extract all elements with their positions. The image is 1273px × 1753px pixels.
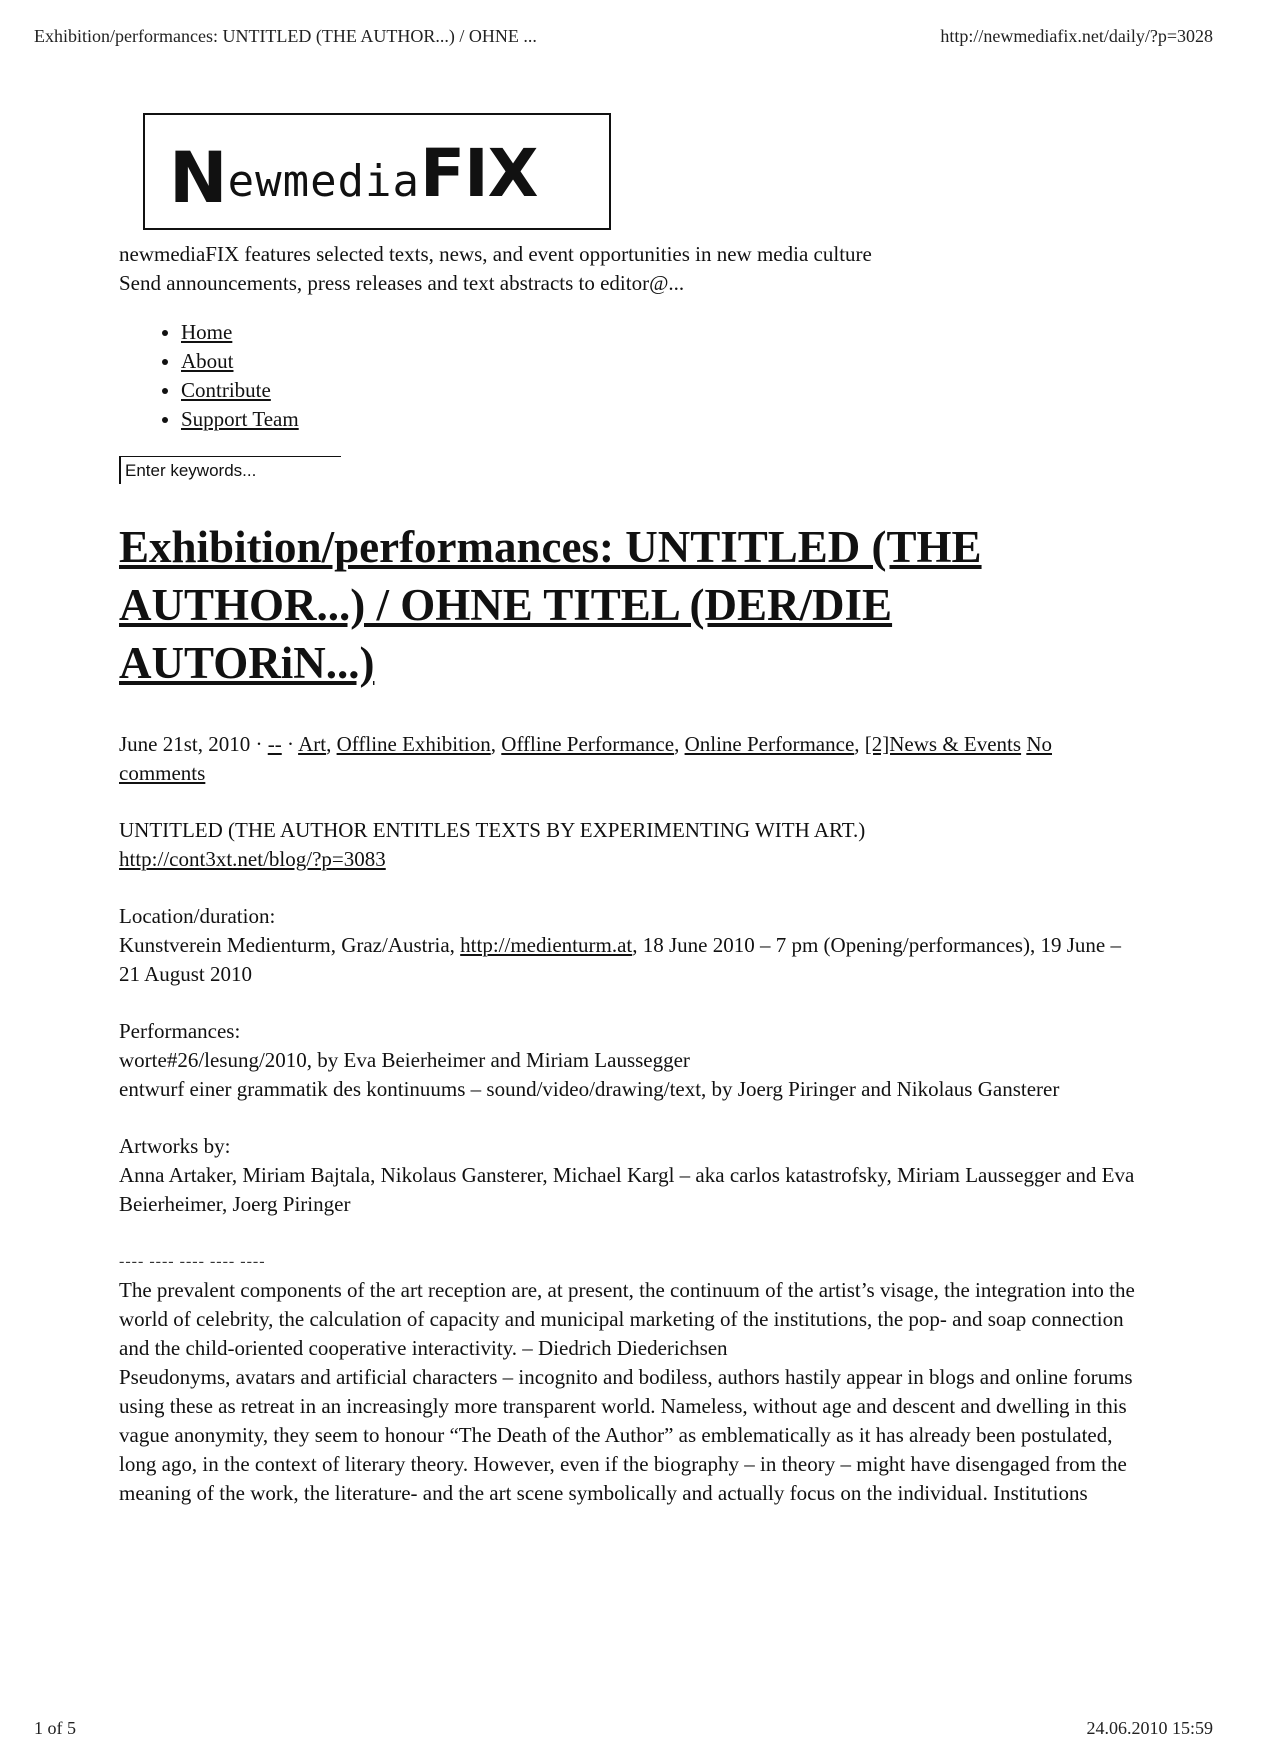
- author-link[interactable]: --: [267, 732, 282, 756]
- nav-link-home[interactable]: Home: [181, 320, 233, 344]
- performances-block: [119, 1017, 1139, 1104]
- nav-item-contribute: [181, 376, 1139, 405]
- logo-wordmark: [169, 135, 538, 219]
- article-meta: June 21st, 2010 · -- · Art, Offline Exhibition, Offline Performance, Online Performance, [2]News & Events No comments: [119, 732, 1052, 785]
- artworks-label: Artworks by:: [119, 1134, 231, 1158]
- location-label: Location/duration:: [119, 904, 276, 928]
- performance-line-2: entwurf einer grammatik des kontinuums – sound/video/drawing/text, by Joerg Piringer and Nikolaus Gansterer: [119, 1077, 1060, 1101]
- article-subtitle: UNTITLED (THE AUTHOR ENTITLES TEXTS BY EXPERIMENTING WITH ART.): [119, 818, 866, 842]
- performance-line-1: worte#26/lesung/2010, by Eva Beierheimer and Miriam Laussegger: [119, 1048, 690, 1072]
- performances-label: Performances:: [119, 1019, 241, 1043]
- category-link-offline-exhibition[interactable]: Offline Exhibition: [336, 732, 491, 756]
- tagline-line-1: newmediaFIX features selected texts, news, and event opportunities in new media culture: [119, 242, 872, 266]
- nav-item-about: [181, 347, 1139, 376]
- body-paragraph: Pseudonyms, avatars and artificial characters – incognito and bodiless, authors hastily appear in blogs and online forums using these as retreat in an increasingly more transparent world. Nameless, without age and descent and dwelling in this vague anonymity, they seem to honour “The Death of the Author” as emblematically as it has already been postulated, long ago, in the context of literary theory. However, even if the biography – in theory – might have disengaged from the meaning of the work, the literature- and the art scene symbolically and actually focus on the individual. Institutions: [119, 1365, 1133, 1505]
- quote-paragraph: The prevalent components of the art reception are, at present, the continuum of the artist’s visage, the integration into the world of celebrity, the calculation of capacity and municipal marketing of the institutions, the pop- and soap connection and the child-oriented cooperative interactivity. – Diedrich Diederichsen: [119, 1278, 1135, 1360]
- comments-link[interactable]: No comments: [119, 732, 1052, 785]
- location-text: Kunstverein Medienturm, Graz/Austria, http://medienturm.at, 18 June 2010 – 7 pm (Opening/performances), 19 June – 21 August 2010: [119, 933, 1121, 986]
- site-logo[interactable]: [143, 113, 611, 230]
- article-subtitle-block: [119, 816, 1139, 874]
- print-footer-timestamp: 24.06.2010 15:59: [1086, 1718, 1213, 1738]
- main-nav: [119, 318, 1139, 434]
- nav-link-about[interactable]: About: [181, 349, 234, 373]
- nav-item-home: [181, 318, 1139, 347]
- location-block: [119, 902, 1139, 989]
- meta-separator: ·: [250, 732, 268, 756]
- venue-link[interactable]: http://medienturm.at: [460, 933, 633, 957]
- logo-fix-text: FIX: [420, 134, 538, 212]
- print-footer-page-count: 1 of 5: [34, 1718, 76, 1738]
- nav-link-support-team[interactable]: Support Team: [181, 407, 299, 431]
- category-link-online-performance[interactable]: Online Performance: [684, 732, 855, 756]
- category-link-news-events[interactable]: [2]News & Events: [864, 732, 1022, 756]
- page-content: [119, 240, 1139, 1508]
- site-tagline: [119, 240, 1139, 298]
- nav-link-contribute[interactable]: Contribute: [181, 378, 271, 402]
- post-date: June 21st, 2010: [119, 732, 251, 756]
- tagline-line-2: Send announcements, press releases and text abstracts to editor@...: [119, 271, 685, 295]
- category-link-offline-performance[interactable]: Offline Performance: [501, 732, 675, 756]
- logo-first-letter: N: [169, 136, 228, 219]
- logo-middle-text: ewmedia: [227, 155, 421, 207]
- artworks-text: Anna Artaker, Miriam Bajtala, Nikolaus Gansterer, Michael Kargl – aka carlos katastrofsky, Miriam Laussegger and Eva Beierheimer, Joerg Piringer: [119, 1163, 1135, 1216]
- nav-item-support-team: [181, 405, 1139, 434]
- artworks-block: [119, 1132, 1139, 1219]
- print-header-url: http://newmediafix.net/daily/?p=3028: [940, 26, 1213, 46]
- article-title[interactable]: Exhibition/performances: UNTITLED (THE AUTHOR...) / OHNE TITEL (DER/DIE AUTORiN...): [119, 522, 982, 688]
- search-input[interactable]: [119, 456, 341, 484]
- section-divider: ---- ---- ---- ---- ----: [119, 1253, 266, 1270]
- category-link-art[interactable]: Art: [298, 732, 327, 756]
- meta-separator: ·: [281, 732, 299, 756]
- source-link[interactable]: http://cont3xt.net/blog/?p=3083: [119, 847, 386, 871]
- print-header-title: Exhibition/performances: UNTITLED (THE AUTHOR...) / OHNE ...: [34, 26, 537, 46]
